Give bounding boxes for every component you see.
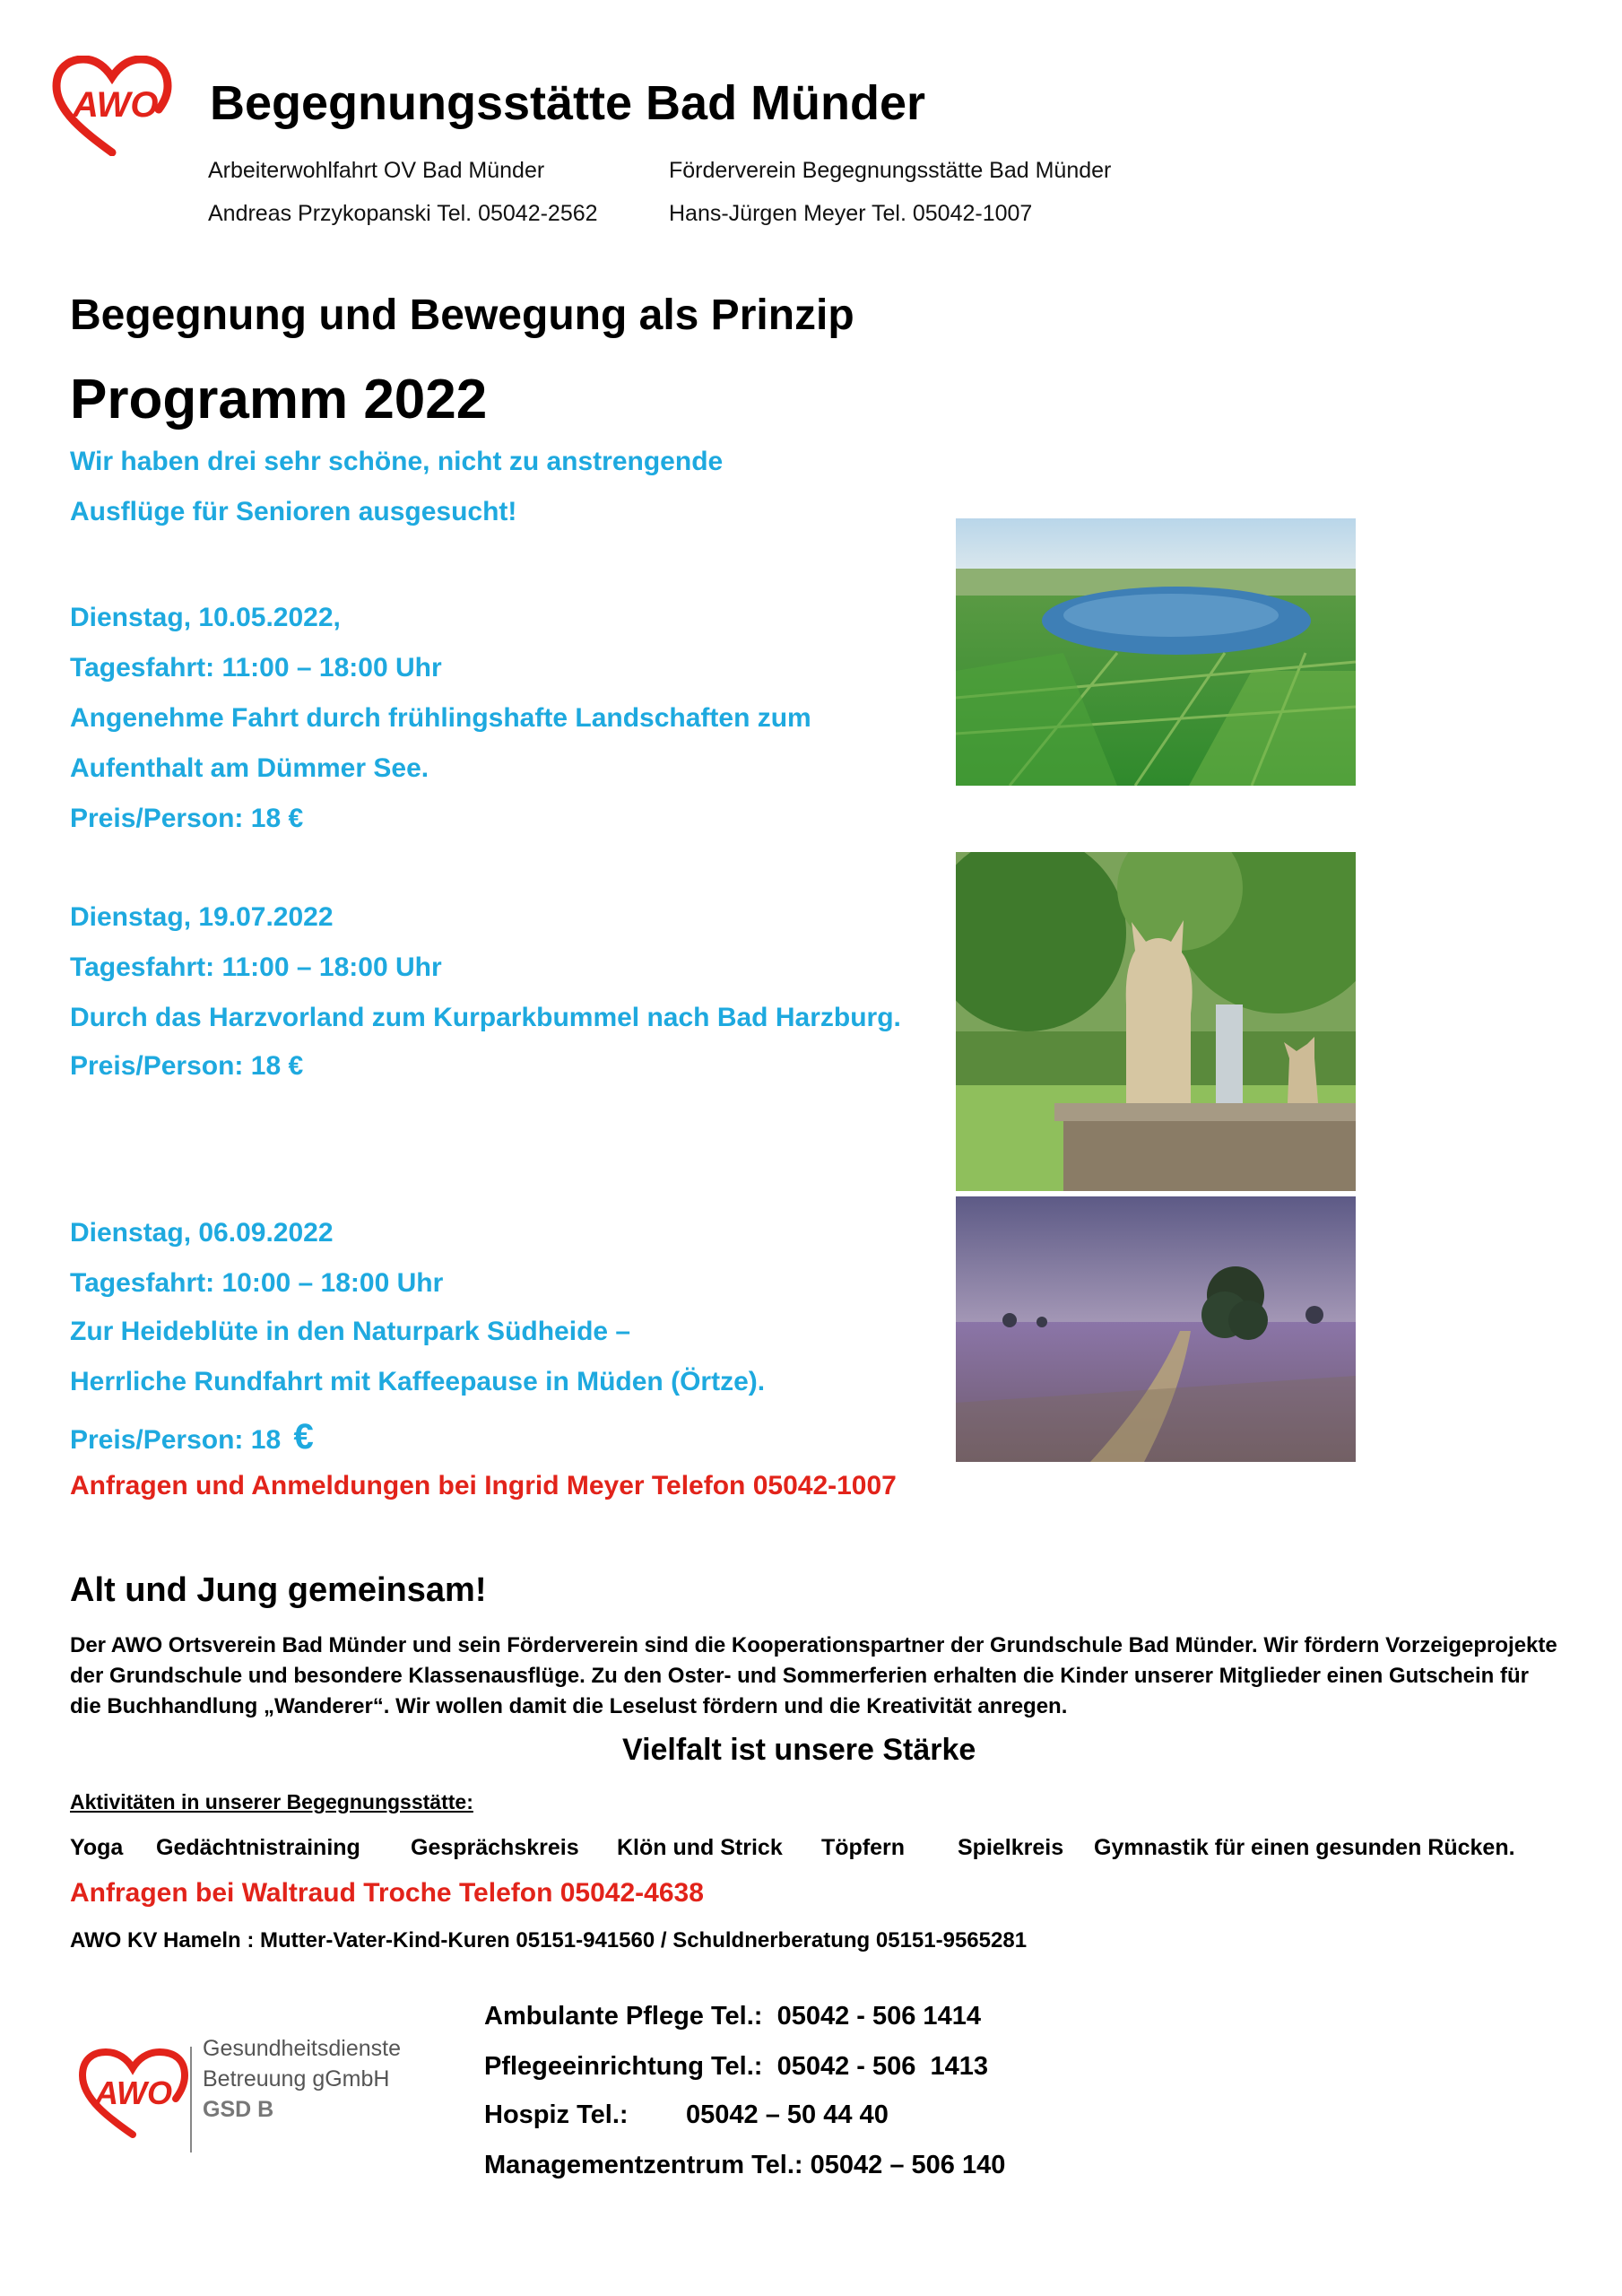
- activity-yoga: Yoga: [70, 1835, 124, 1860]
- phone-number: 05042 – 506 140: [810, 2151, 1006, 2179]
- phone-ambulante-pflege: [484, 2002, 981, 2031]
- gsd-line-2: Betreuung gGmbH: [203, 2066, 390, 2092]
- phone-number: 05042 – 50 44 40: [686, 2100, 889, 2129]
- trip-3-price-label: Preis/Person: 18: [70, 1425, 282, 1455]
- contact-ov: Arbeiterwohlfahrt OV Bad Münder: [208, 158, 545, 183]
- trip-1-desc-2: Aufenthalt am Dümmer See.: [70, 753, 429, 783]
- phone-label: Ambulante Pflege Tel.:: [484, 2002, 763, 2031]
- activity-spielkreis: Spielkreis: [958, 1835, 1064, 1860]
- activity-toepfern: Töpfern: [821, 1835, 906, 1860]
- trip-1-price: Preis/Person: 18 €: [70, 804, 304, 833]
- phone-pflegeeinrichtung: [484, 2052, 988, 2082]
- trip-1-time: Tagesfahrt: 11:00 – 18:00 Uhr: [70, 653, 442, 683]
- awo-gsd-logo: [75, 2048, 192, 2138]
- photo-bad-harzburg-lynx: [956, 852, 1356, 1191]
- logo-divider: [190, 2047, 192, 2152]
- trip-2-date: Dienstag, 19.07.2022: [70, 902, 334, 932]
- trip-2-price: Preis/Person: 18 €: [70, 1051, 304, 1081]
- contact-foerderverein: Förderverein Begegnungsstätte Bad Münder: [669, 158, 1112, 183]
- euro-symbol: €: [293, 1417, 314, 1457]
- gsd-line-3: GSD B: [203, 2097, 274, 2122]
- intro-line-1: Wir haben drei sehr schöne, nicht zu anstrengende: [70, 447, 724, 476]
- trip-3-price: [70, 1417, 314, 1457]
- slogan: Vielfalt ist unsere Stärke: [622, 1733, 976, 1767]
- phone-hospiz: [484, 2100, 889, 2130]
- kv-line: AWO KV Hameln : Mutter-Vater-Kind-Kuren 05151-941560 / Schuldnerberatung 05151-9565281: [70, 1928, 1028, 1952]
- intro-line-2: Ausflüge für Senioren ausgesucht!: [70, 497, 517, 526]
- trip-1-date: Dienstag, 10.05.2022,: [70, 603, 341, 632]
- trip-3-date: Dienstag, 06.09.2022: [70, 1218, 334, 1248]
- contact-ov-person: Andreas Przykopanski Tel. 05042-2562: [208, 201, 598, 226]
- gsd-line-1: Gesundheitsdienste: [203, 2036, 401, 2061]
- activity-gedaechtnistraining: Gedächtnistraining: [156, 1835, 360, 1860]
- trip-3-desc-1: Zur Heideblüte in den Naturpark Südheide –: [70, 1317, 631, 1346]
- headline: Begegnung und Bewegung als Prinzip: [70, 291, 854, 339]
- alt-jung-text: Der AWO Ortsverein Bad Münder und sein Förderverein sind die Kooperationspartner der Grundschule Bad Münder. Wir fördern Vorzeigeprojekte der Grundschule und besondere Klassenausflüge. Zu den Oster- und Sommerferien erhalten die Kinder unserer Mitglieder einen Gutschein für die Buchhandlung „Wanderer“. Wir wollen damit die Leselust fördern und die Kreativität anregen.: [70, 1633, 1557, 1718]
- alt-jung-heading: Alt und Jung gemeinsam!: [70, 1571, 487, 1609]
- trip-3-desc-2: Herrliche Rundfahrt mit Kaffeepause in Müden (Örtze).: [70, 1367, 766, 1396]
- trip-1-desc-1: Angenehme Fahrt durch frühlingshafte Landschaften zum: [70, 703, 811, 733]
- phone-label: Hospiz Tel.:: [484, 2100, 629, 2129]
- activity-gymnastik: Gymnastik für einen gesunden Rücken.: [1094, 1835, 1515, 1860]
- program-title: Programm 2022: [70, 369, 488, 430]
- photo-duemmer-see: [956, 518, 1356, 786]
- awo-gsd-logo-text: AWO: [95, 2074, 172, 2111]
- trip-2-desc-1: Durch das Harzvorland zum Kurparkbummel nach Bad Harzburg.: [70, 1003, 901, 1032]
- trip-3-time: Tagesfahrt: 10:00 – 18:00 Uhr: [70, 1268, 444, 1298]
- phone-label: Pflegeeinrichtung Tel.:: [484, 2052, 763, 2081]
- phone-label: Managementzentrum Tel.:: [484, 2151, 803, 2179]
- photo-heide: [956, 1196, 1356, 1462]
- awo-logo: [49, 56, 175, 156]
- activity-gespraechskreis: Gesprächskreis: [411, 1835, 579, 1860]
- contact-foerderverein-person: Hans-Jürgen Meyer Tel. 05042-1007: [669, 201, 1033, 226]
- trip-2-time: Tagesfahrt: 11:00 – 18:00 Uhr: [70, 952, 442, 982]
- activities-contact: Anfragen bei Waltraud Troche Telefon 05042-4638: [70, 1878, 704, 1908]
- phone-number: 05042 - 506 1413: [776, 2052, 988, 2081]
- phone-number: 05042 - 506 1414: [776, 2002, 981, 2031]
- activity-kloen-strick: Klön und Strick: [617, 1835, 783, 1860]
- activities-heading: Aktivitäten in unserer Begegnungsstätte:: [70, 1790, 473, 1813]
- awo-logo-text: AWO: [73, 85, 159, 125]
- page-title: Begegnungsstätte Bad Münder: [210, 76, 926, 130]
- phone-managementzentrum: [484, 2151, 1005, 2180]
- trip-contact: Anfragen und Anmeldungen bei Ingrid Meyer Telefon 05042-1007: [70, 1471, 897, 1500]
